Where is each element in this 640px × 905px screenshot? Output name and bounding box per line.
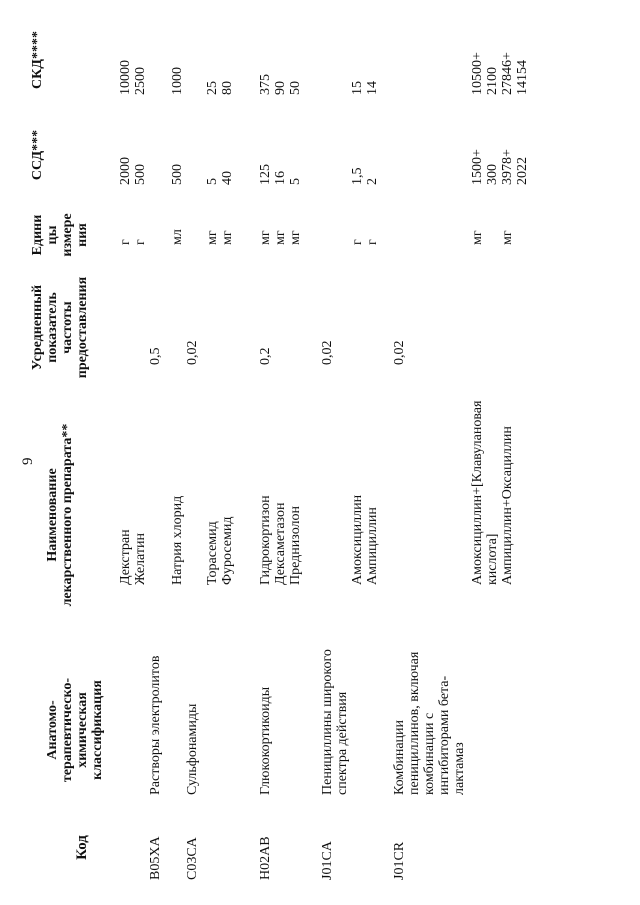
drug-ssd: 125 <box>258 164 273 185</box>
row-atc: Глюкокортикоиды <box>258 686 273 795</box>
row-code: B05XA <box>148 836 163 880</box>
drug-ssd: 3978+ 2022 <box>500 149 530 185</box>
drug-unit: мг <box>205 230 220 245</box>
drug-unit: мг <box>500 230 515 245</box>
header-skd: СКД**** <box>30 31 45 89</box>
drug-unit: мг <box>273 230 288 245</box>
row-atc: Сульфонамиды <box>185 703 200 795</box>
drug-ssd: 1,5 <box>350 167 365 185</box>
drug-name: Преднизолон <box>288 506 303 585</box>
row-code: J01CA <box>320 841 335 880</box>
drug-name: Натрия хлорид <box>170 495 185 585</box>
row-code: J01CR <box>392 841 407 880</box>
drug-unit: мг <box>470 230 485 245</box>
header-ssd: ССД*** <box>30 129 45 181</box>
drug-name: Дексаметазон <box>273 502 288 585</box>
drug-name: Гидрокортизон <box>258 495 273 585</box>
drug-skd: 80 <box>220 81 235 95</box>
drug-skd: 15 <box>350 81 365 95</box>
drug-skd: 90 <box>273 81 288 95</box>
drug-unit: г <box>133 239 148 245</box>
drug-unit: г <box>118 239 133 245</box>
drug-skd: 1000 <box>170 67 185 95</box>
drug-ssd: 5 <box>288 178 303 185</box>
row-frequency: 0,02 <box>392 340 407 365</box>
drug-unit: г <box>350 239 365 245</box>
header-unit: Едини цы измере ния <box>30 213 90 257</box>
drug-ssd: 500 <box>170 164 185 185</box>
drug-skd: 14 <box>365 81 380 95</box>
drug-skd: 10500+ 2100 <box>470 52 500 95</box>
drug-name: Торасемид <box>205 521 220 585</box>
page-number: 9 <box>20 457 36 465</box>
row-atc: Растворы электролитов <box>148 655 163 795</box>
drug-name: Ампициллин+Оксациллин <box>500 426 515 585</box>
drug-name: Декстран <box>118 529 133 585</box>
drug-ssd: 2 <box>365 178 380 185</box>
drug-skd: 25 <box>205 81 220 95</box>
drug-skd: 50 <box>288 81 303 95</box>
drug-unit: мл <box>170 229 185 245</box>
drug-name: Амоксициллин+[Клавулановая кислота] <box>470 400 500 585</box>
drug-ssd: 1500+ 300 <box>470 149 500 185</box>
drug-unit: мг <box>258 230 273 245</box>
drug-unit: мг <box>220 230 235 245</box>
drug-ssd: 40 <box>220 171 235 185</box>
row-atc: Комбинации пенициллинов, включая комбинации с ингибиторами бета- лактамаз <box>392 651 467 795</box>
row-frequency: 0,02 <box>320 340 335 365</box>
drug-skd: 27846+ 14154 <box>500 52 530 95</box>
header-atc: Анатомо- терапевтическо- химическая классификация <box>45 677 105 783</box>
drug-unit: г <box>365 239 380 245</box>
drug-unit: мг <box>288 230 303 245</box>
drug-name: Фуросемид <box>220 516 235 585</box>
header-code: Код <box>74 835 90 860</box>
drug-ssd: 16 <box>273 171 288 185</box>
row-frequency: 0,2 <box>258 347 273 365</box>
drug-name: Желатин <box>133 533 148 585</box>
drug-ssd: 2000 <box>118 157 133 185</box>
row-frequency: 0,5 <box>148 347 163 365</box>
header-drug: Наименование лекарственного препарата** <box>45 423 75 607</box>
row-code: H02AB <box>258 836 273 880</box>
drug-skd: 10000 <box>118 60 133 95</box>
drug-ssd: 500 <box>133 164 148 185</box>
row-atc: Пенициллины широкого спектра действия <box>320 649 350 795</box>
drug-ssd: 5 <box>205 178 220 185</box>
drug-name: Амоксициллин <box>350 494 365 585</box>
row-code: C03CA <box>185 837 200 880</box>
drug-skd: 2500 <box>133 67 148 95</box>
row-frequency: 0,02 <box>185 340 200 365</box>
header-frequency: Усредненный показатель частоты предоставления <box>30 276 90 379</box>
drug-name: Ампициллин <box>365 507 380 585</box>
drug-skd: 375 <box>258 74 273 95</box>
